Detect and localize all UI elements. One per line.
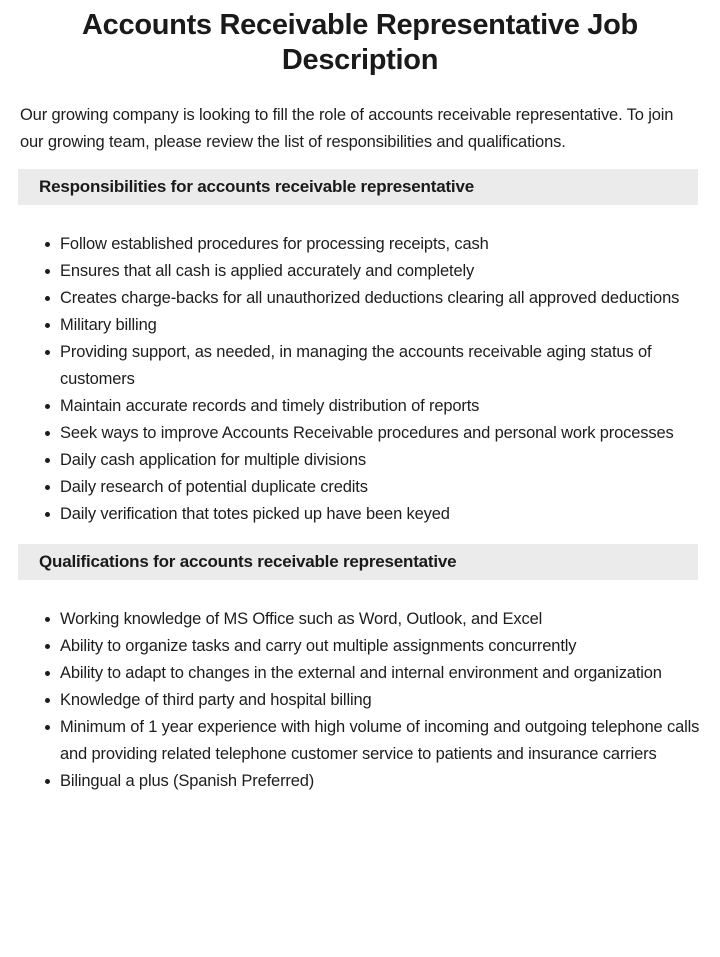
list-item: Bilingual a plus (Spanish Preferred) bbox=[45, 768, 700, 795]
list-item: Follow established procedures for processing receipts, cash bbox=[45, 231, 700, 258]
list-item: Military billing bbox=[45, 312, 700, 339]
responsibilities-list bbox=[20, 231, 700, 528]
qualifications-list bbox=[20, 606, 700, 795]
list-item: Providing support, as needed, in managing the accounts receivable aging status of customers bbox=[45, 339, 700, 393]
list-item: Seek ways to improve Accounts Receivable procedures and personal work processes bbox=[45, 420, 700, 447]
list-item: Minimum of 1 year experience with high volume of incoming and outgoing telephone calls and providing related telephone customer service to patients and insurance carriers bbox=[45, 714, 700, 768]
list-item: Working knowledge of MS Office such as Word, Outlook, and Excel bbox=[45, 606, 700, 633]
qualifications-section bbox=[0, 544, 720, 795]
intro-paragraph: Our growing company is looking to fill the role of accounts receivable representative. To join our growing team, please review the list of responsibilities and qualifications. bbox=[20, 106, 674, 151]
responsibilities-section bbox=[0, 169, 720, 528]
page-title: Accounts Receivable Representative Job Description bbox=[82, 9, 638, 76]
list-item: Daily research of potential duplicate credits bbox=[45, 474, 700, 501]
list-item: Creates charge-backs for all unauthorized deductions clearing all approved deductions bbox=[45, 285, 700, 312]
list-item: Knowledge of third party and hospital billing bbox=[45, 687, 700, 714]
responsibilities-section-heading: Responsibilities for accounts receivable representative bbox=[18, 169, 698, 205]
qualifications-section-heading: Qualifications for accounts receivable representative bbox=[18, 544, 698, 580]
list-item: Maintain accurate records and timely distribution of reports bbox=[45, 393, 700, 420]
list-item: Ability to adapt to changes in the external and internal environment and organization bbox=[45, 660, 700, 687]
list-item: Ability to organize tasks and carry out multiple assignments concurrently bbox=[45, 633, 700, 660]
list-item: Daily cash application for multiple divisions bbox=[45, 447, 700, 474]
list-item: Ensures that all cash is applied accurately and completely bbox=[45, 258, 700, 285]
list-item: Daily verification that totes picked up have been keyed bbox=[45, 501, 700, 528]
